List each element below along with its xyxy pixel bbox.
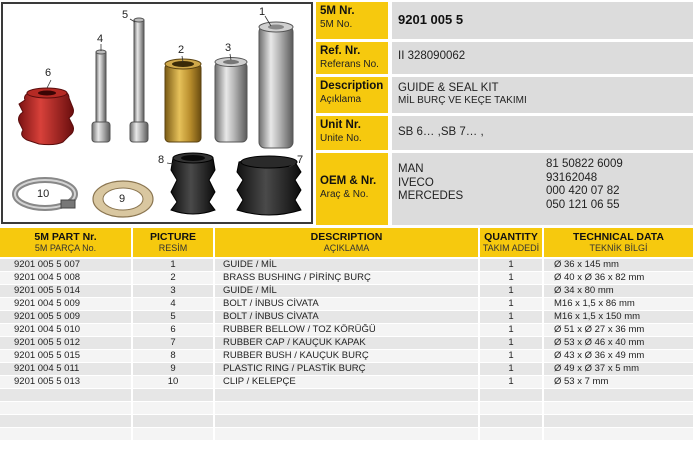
- col-header-title: QUANTITY: [484, 231, 538, 243]
- table-row: [0, 324, 693, 336]
- cell-part-number: 9201 005 5 007: [0, 259, 131, 271]
- cell-quantity: [480, 402, 542, 414]
- unit-number-label: [316, 116, 388, 150]
- rubber-cap: [237, 154, 304, 215]
- cell-description: CLIP / KELEPÇE: [215, 376, 478, 388]
- unit-number-value: SB 6… ,SB 7… ,: [398, 126, 484, 138]
- col-header-subtitle: RESİM: [158, 243, 188, 253]
- cell-description: BRASS BUSHING / PİRİNÇ BURÇ: [215, 272, 478, 284]
- table-row: [0, 298, 693, 310]
- table-row: [0, 337, 693, 349]
- cell-technical-data: Ø 40 x Ø 36 x 82 mm: [544, 272, 693, 284]
- cell-picture: 2: [133, 272, 213, 284]
- cell-quantity: 1: [480, 259, 542, 271]
- col-header-subtitle: AÇIKLAMA: [323, 243, 370, 253]
- table-row: [0, 272, 693, 284]
- col-header-part-number: [0, 228, 131, 257]
- oem-number: 93162048: [546, 171, 598, 184]
- cell-description: RUBBER BELLOW / TOZ KÖRÜĞÜ: [215, 324, 478, 336]
- callout-1: 1: [259, 6, 266, 18]
- cell-quantity: [480, 389, 542, 401]
- cell-technical-data: [544, 389, 693, 401]
- oem-label-tr: Araç & No.: [320, 188, 369, 200]
- cell-picture: [133, 389, 213, 401]
- description-value-cell: [392, 77, 693, 113]
- cell-part-number: [0, 389, 131, 401]
- reference-number-value: II 328090062: [398, 50, 466, 62]
- cell-quantity: [480, 428, 542, 440]
- cell-description: GUIDE / MİL: [215, 259, 478, 271]
- table-row: [0, 376, 693, 388]
- bolt-short: [92, 50, 110, 142]
- oem-block: [316, 153, 693, 225]
- oem-number: 000 420 07 82: [546, 185, 620, 197]
- cell-picture: [133, 428, 213, 440]
- col-header-title: PICTURE: [149, 231, 197, 243]
- description-label-en: Description: [320, 80, 384, 92]
- cell-picture: 5: [133, 311, 213, 323]
- cell-description: [215, 415, 478, 427]
- description-label-tr: Açıklama: [320, 93, 362, 105]
- cell-picture: 7: [133, 337, 213, 349]
- cell-part-number: 9201 004 5 010: [0, 324, 131, 336]
- col-header-quantity: [480, 228, 542, 257]
- cell-part-number: [0, 428, 131, 440]
- brass-bushing: [165, 59, 201, 142]
- oem-value-cell: [392, 153, 693, 225]
- table-row: [0, 285, 693, 297]
- cell-technical-data: [544, 428, 693, 440]
- reference-number-label-tr: Referans No.: [320, 58, 379, 70]
- cell-description: [215, 389, 478, 401]
- cell-part-number: 9201 005 5 015: [0, 350, 131, 362]
- cell-technical-data: Ø 43 x Ø 36 x 49 mm: [544, 350, 693, 362]
- cell-part-number: [0, 402, 131, 414]
- table-header: [0, 228, 693, 258]
- cell-technical-data: Ø 51 x Ø 27 x 36 mm: [544, 324, 693, 336]
- oem-number: 050 121 06 55: [546, 198, 620, 211]
- table-row: [0, 350, 693, 362]
- description-label: [316, 77, 388, 113]
- cell-quantity: 1: [480, 350, 542, 362]
- cell-description: [215, 402, 478, 414]
- cell-picture: [133, 415, 213, 427]
- cell-picture: 1: [133, 259, 213, 271]
- unit-number-label-tr: Unite No.: [320, 132, 362, 144]
- cell-description: RUBBER CAP / KAUÇUK KAPAK: [215, 337, 478, 349]
- part-number-label-en: 5M Nr.: [320, 5, 355, 17]
- callout-9: 9: [119, 193, 126, 205]
- unit-number-value-cell: [392, 116, 693, 150]
- part-number-block: [316, 2, 693, 39]
- cell-quantity: 1: [480, 337, 542, 349]
- cell-picture: 10: [133, 376, 213, 388]
- table-row: [0, 389, 693, 401]
- part-number-value: 9201 005 5: [398, 12, 464, 27]
- table-row: [0, 363, 693, 375]
- oem-maker: MERCEDES: [398, 190, 464, 202]
- col-header-subtitle: TAKIM ADEDİ: [482, 243, 540, 253]
- cell-part-number: 9201 005 5 014: [0, 285, 131, 297]
- cell-part-number: 9201 005 5 009: [0, 311, 131, 323]
- table-row: [0, 428, 693, 440]
- cell-quantity: 1: [480, 298, 542, 310]
- product-image: [1, 2, 313, 224]
- reference-number-label-en: Ref. Nr.: [320, 45, 361, 57]
- cell-quantity: 1: [480, 311, 542, 323]
- cell-part-number: 9201 004 5 008: [0, 272, 131, 284]
- description-block: [316, 77, 693, 113]
- description-value-en: GUIDE & SEAL KIT: [398, 82, 499, 94]
- oem-maker: MAN: [398, 163, 424, 175]
- guide-short: [215, 58, 247, 143]
- cell-description: [215, 428, 478, 440]
- cell-part-number: [0, 415, 131, 427]
- cell-description: BOLT / İNBUS CİVATA: [215, 298, 478, 310]
- oem-number: 81 50822 6009: [546, 158, 623, 170]
- col-header-title: 5M PART Nr.: [34, 231, 97, 243]
- part-number-label-tr: 5M No.: [320, 18, 353, 30]
- col-header-picture: [133, 228, 213, 257]
- cell-description: PLASTIC RING / PLASTİK BURÇ: [215, 363, 478, 375]
- col-header-title: TECHNICAL DATA: [573, 231, 664, 243]
- guide-pin-long: [259, 22, 293, 148]
- reference-number-value-cell: [392, 42, 693, 74]
- cell-quantity: 1: [480, 272, 542, 284]
- col-header-subtitle: 5M PARÇA No.: [34, 243, 97, 253]
- table-row: [0, 311, 693, 323]
- part-number-label: [316, 2, 388, 39]
- unit-number-label-en: Unit Nr.: [320, 119, 361, 131]
- rubber-bush: [171, 153, 215, 214]
- cell-quantity: 1: [480, 285, 542, 297]
- cell-technical-data: Ø 49 x Ø 37 x 5 mm: [544, 363, 693, 375]
- cell-picture: 8: [133, 350, 213, 362]
- cell-quantity: 1: [480, 324, 542, 336]
- oem-label-en: OEM & Nr.: [320, 175, 377, 187]
- cell-description: GUIDE / MİL: [215, 285, 478, 297]
- col-header-description: [215, 228, 478, 257]
- cell-picture: 6: [133, 324, 213, 336]
- col-header-subtitle: TEKNİK BİLGİ: [589, 243, 648, 253]
- reference-number-label: [316, 42, 388, 74]
- cell-technical-data: [544, 415, 693, 427]
- cell-picture: 4: [133, 298, 213, 310]
- callout-6: 6: [45, 67, 52, 79]
- cell-picture: 3: [133, 285, 213, 297]
- callout-2: 2: [178, 44, 185, 56]
- cell-technical-data: Ø 36 x 145 mm: [544, 259, 693, 271]
- cell-technical-data: Ø 34 x 80 mm: [544, 285, 693, 297]
- table-row: [0, 402, 693, 414]
- bolt-long: [130, 18, 148, 142]
- oem-maker: IVECO: [398, 176, 434, 189]
- table-row: [0, 415, 693, 427]
- cell-picture: [133, 402, 213, 414]
- callout-3: 3: [225, 42, 232, 54]
- cell-part-number: 9201 005 5 012: [0, 337, 131, 349]
- cell-quantity: [480, 415, 542, 427]
- cell-technical-data: Ø 53 x 7 mm: [544, 376, 693, 388]
- cell-description: BOLT / İNBUS CİVATA: [215, 311, 478, 323]
- description-value-tr: MİL BURÇ VE KEÇE TAKIMI: [398, 95, 527, 106]
- oem-numbers: [546, 158, 623, 212]
- col-header-title: DESCRIPTION: [310, 231, 383, 243]
- cell-technical-data: [544, 402, 693, 414]
- cell-part-number: 9201 004 5 011: [0, 363, 131, 375]
- col-header-technical-data: [544, 228, 693, 257]
- callout-7: 7: [297, 154, 304, 166]
- cell-part-number: 9201 005 5 013: [0, 376, 131, 388]
- table-row: [0, 259, 693, 271]
- cell-technical-data: Ø 53 x Ø 46 x 40 mm: [544, 337, 693, 349]
- cell-picture: 9: [133, 363, 213, 375]
- oem-label: [316, 153, 388, 225]
- cell-technical-data: M16 x 1,5 x 86 mm: [544, 298, 693, 310]
- cell-technical-data: M16 x 1,5 x 150 mm: [544, 311, 693, 323]
- oem-makers: [398, 163, 463, 204]
- callout-8: 8: [158, 154, 165, 166]
- cell-description: RUBBER BUSH / KAUÇUK BURÇ: [215, 350, 478, 362]
- rubber-bellow-red: [19, 88, 74, 145]
- part-number-value-cell: [392, 2, 693, 39]
- callout-5: 5: [122, 9, 129, 21]
- cell-quantity: 1: [480, 376, 542, 388]
- cell-quantity: 1: [480, 363, 542, 375]
- cell-part-number: 9201 004 5 009: [0, 298, 131, 310]
- callout-10: 10: [37, 188, 50, 200]
- reference-number-block: [316, 42, 693, 74]
- unit-number-block: [316, 116, 693, 150]
- callout-4: 4: [97, 33, 104, 45]
